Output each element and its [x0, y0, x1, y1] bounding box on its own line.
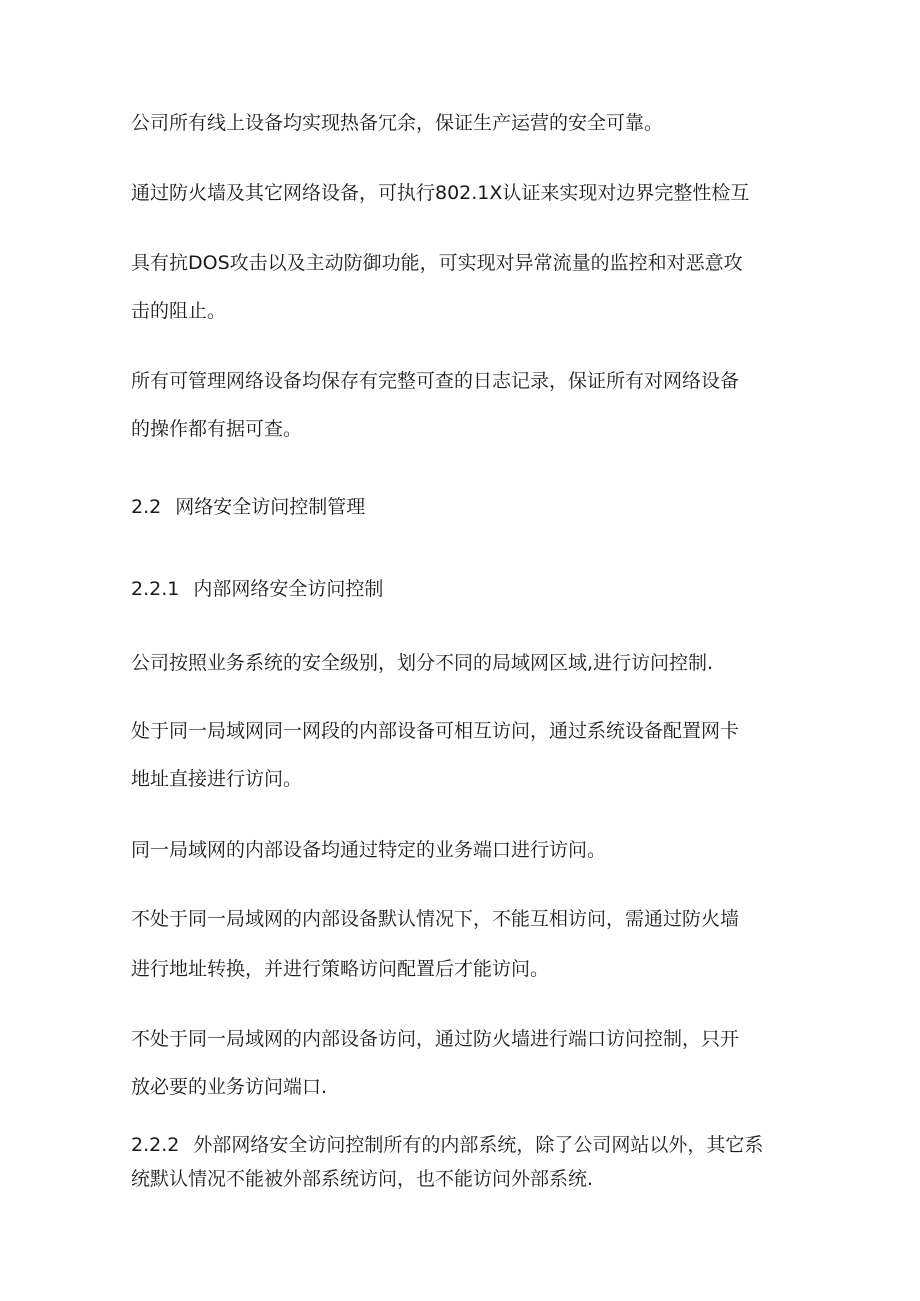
section-number: 2.2 — [131, 496, 162, 518]
paragraph-different-lan-line2: 进行地址转换，并进行策略访问配置后才能访问。 — [131, 958, 550, 980]
section-title: 内部网络安全访问控制 — [193, 578, 384, 600]
section-title: 网络安全访问控制管理 — [175, 496, 366, 518]
section-number: 2.2.1 — [131, 578, 180, 600]
paragraph-business-ports: 同一局域网的内部设备均通过特定的业务端口进行访问。 — [131, 839, 607, 861]
paragraph-port-control-line2: 放必要的业务访问端口. — [131, 1076, 328, 1098]
section-heading-2-2 — [131, 495, 365, 519]
paragraph-log-records-line2: 的操作都有据可查。 — [131, 418, 303, 440]
section-2-2-2-line2: 统默认情况不能被外部系统访问，也不能访问外部系统. — [131, 1168, 594, 1190]
paragraph-log-records-line1: 所有可管理网络设备均保存有完整可查的日志记录，保证所有对网络设备 — [131, 370, 740, 392]
paragraph-port-control-line1: 不处于同一局域网的内部设备访问，通过防火墙进行端口访问控制，只开 — [131, 1028, 740, 1050]
paragraph-anti-dos-line2: 击的阻止。 — [131, 300, 227, 322]
paragraph-different-lan-line1: 不处于同一局域网的内部设备默认情况下，不能互相访问，需通过防火墙 — [131, 908, 740, 930]
section-heading-2-2-2 — [131, 1133, 763, 1157]
paragraph-same-segment-line1: 处于同一局域网同一网段的内部设备可相互访问，通过系统设备配置网卡 — [131, 720, 740, 742]
section-heading-2-2-1 — [131, 577, 383, 601]
paragraph-same-segment-line2: 地址直接进行访问。 — [131, 768, 303, 790]
paragraph-firewall-auth: 通过防火墙及其它网络设备，可执行802.1X认证来实现对边界完整性检互 — [131, 182, 750, 204]
paragraph-anti-dos-line1: 具有抗DOS攻击以及主动防御功能，可实现对异常流量的监控和对恶意攻 — [131, 252, 743, 274]
paragraph-hot-standby: 公司所有线上设备均实现热备冗余，保证生产运营的安全可靠。 — [131, 112, 664, 134]
section-text-line1: 外部网络安全访问控制所有的内部系统，除了公司网站以外，其它系 — [193, 1134, 764, 1156]
paragraph-security-levels: 公司按照业务系统的安全级别，划分不同的局域网区域,进行访问控制. — [131, 652, 714, 674]
section-number: 2.2.2 — [131, 1134, 180, 1156]
